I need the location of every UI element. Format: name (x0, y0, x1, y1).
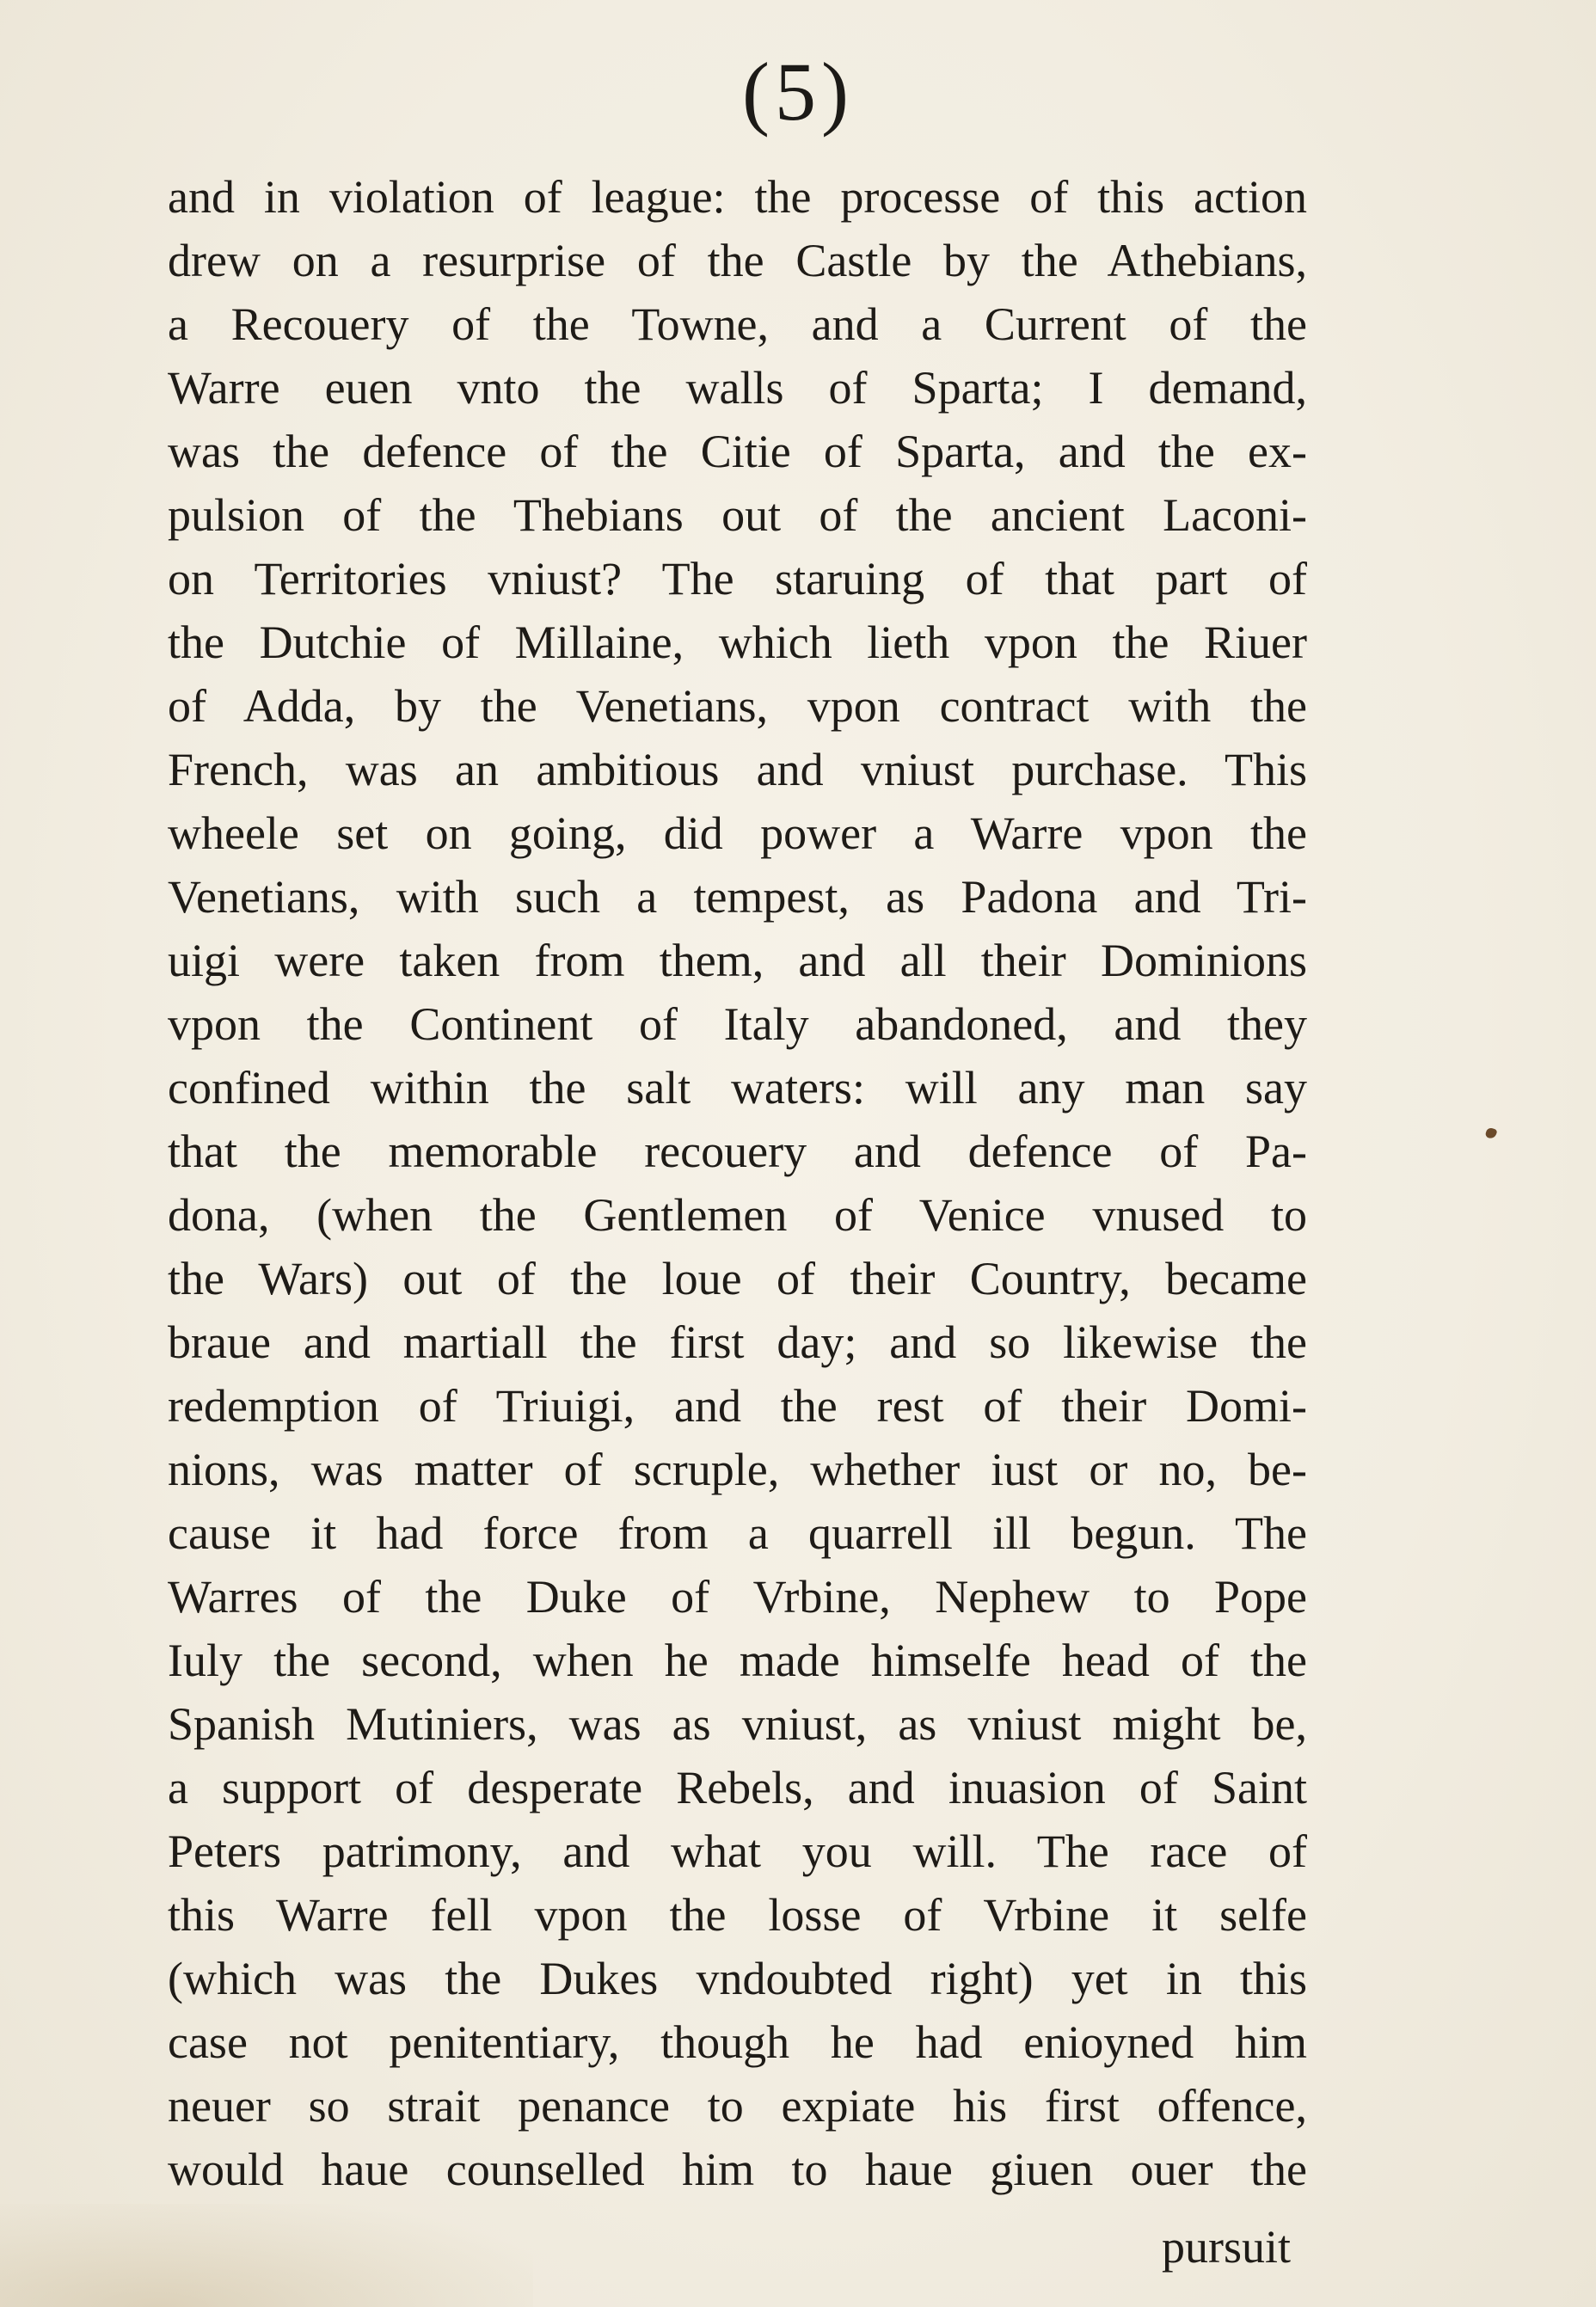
text-line: case not penitentiary, though he had enioyned him (168, 2016, 1307, 2068)
text-line: the Wars) out of the loue of their Country, became (168, 1253, 1307, 1304)
text-line: that the memorable recouery and defence of Pa- (168, 1126, 1307, 1177)
text-line: and in violation of league: the processe of this action (168, 171, 1307, 223)
text-line: Peters patrimony, and what you will. The race of (168, 1825, 1307, 1877)
body-text (168, 165, 1307, 2201)
text-line: on Territories vniust? The staruing of that part of (168, 553, 1307, 604)
text-line: of Adda, by the Venetians, vpon contract with the (168, 680, 1307, 732)
text-line: pulsion of the Thebians out of the ancient Laconi- (168, 489, 1307, 541)
text-line: a Recouery of the Towne, and a Current of the (168, 298, 1307, 350)
text-line: wheele set on going, did power a Warre vpon the (168, 807, 1307, 859)
text-line: neuer so strait penance to expiate his first offence, (168, 2080, 1307, 2132)
text-line: braue and martiall the first day; and so likewise the (168, 1316, 1307, 1368)
text-line: Spanish Mutiniers, was as vniust, as vniust might be, (168, 1698, 1307, 1750)
text-line: Warres of the Duke of Vrbine, Nephew to Pope (168, 1571, 1307, 1623)
text-line: the Dutchie of Millaine, which lieth vpon the Riuer (168, 617, 1307, 668)
text-line: cause it had force from a quarrell ill begun. The (168, 1507, 1307, 1559)
paper-stain (0, 2204, 533, 2307)
text-line: this Warre fell vpon the losse of Vrbine it selfe (168, 1889, 1307, 1941)
text-line: confined within the salt waters: will any man say (168, 1062, 1307, 1114)
text-line: Venetians, with such a tempest, as Padona and Tri- (168, 871, 1307, 923)
text-line: French, was an ambitious and vniust purchase. This (168, 744, 1307, 795)
ink-speck (1484, 1126, 1497, 1139)
text-line: Iuly the second, when he made himselfe head of the (168, 1635, 1307, 1686)
text-line: (which was the Dukes vndoubted right) yet in this (168, 1953, 1307, 2004)
text-line: Warre euen vnto the walls of Sparta; I demand, (168, 362, 1307, 414)
page-number: (5) (742, 46, 854, 138)
catchword: pursuit (1161, 2221, 1291, 2273)
text-line: drew on a resurprise of the Castle by the Athebians, (168, 235, 1307, 286)
text-line: a support of desperate Rebels, and inuasion of Saint (168, 1762, 1307, 1813)
text-line: would haue counselled him to haue giuen ouer the (168, 2144, 1307, 2195)
text-line: nions, was matter of scruple, whether iust or no, be- (168, 1444, 1307, 1495)
text-line: was the defence of the Citie of Sparta, and the ex- (168, 426, 1307, 477)
text-line: dona, (when the Gentlemen of Venice vnused to (168, 1189, 1307, 1241)
text-line: uigi were taken from them, and all their Dominions (168, 935, 1307, 986)
text-line: redemption of Triuigi, and the rest of their Domi- (168, 1380, 1307, 1432)
text-line: vpon the Continent of Italy abandoned, and they (168, 998, 1307, 1050)
